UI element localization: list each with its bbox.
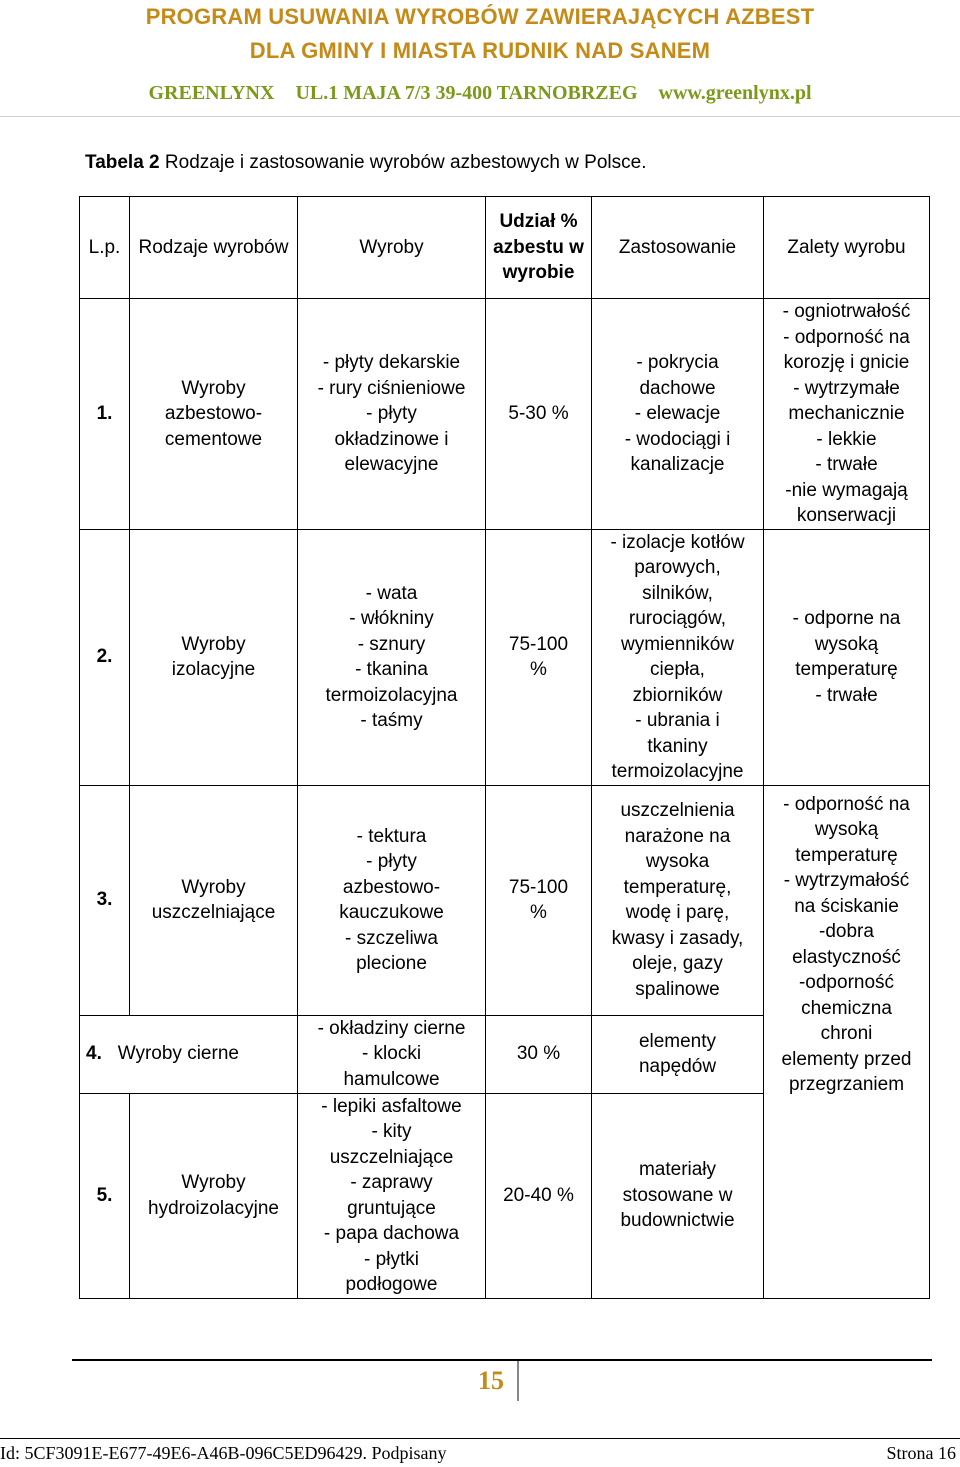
row-udzial: 30 % xyxy=(486,1015,592,1093)
company-name: GREENLYNX xyxy=(148,82,275,104)
row-rodzaj: Wyroby izolacyjne xyxy=(130,529,298,785)
row-udzial: 20-40 % xyxy=(486,1093,592,1298)
page-number-bar xyxy=(517,1361,519,1401)
table-row xyxy=(80,299,930,530)
header-wyroby: Wyroby xyxy=(298,197,486,299)
row-zastosowanie: materiały stosowane w budownictwie xyxy=(592,1093,764,1298)
table-row xyxy=(80,529,930,785)
row-zastosowanie: elementy napędów xyxy=(592,1015,764,1093)
row-zalety: - odporne na wysoką temperaturę - trwałe xyxy=(764,529,930,785)
company-line xyxy=(0,82,960,105)
table-header-row xyxy=(80,197,930,299)
table-caption xyxy=(85,152,646,174)
footer-divider xyxy=(72,1359,932,1361)
row-udzial: 75-100 % xyxy=(486,785,592,1015)
row-number: 4. xyxy=(86,1043,102,1065)
row-udzial: 5-30 % xyxy=(486,299,592,530)
page-label: Strona 16 xyxy=(886,1443,956,1463)
row-wyroby: - okładziny cierne - klocki hamulcowe xyxy=(298,1015,486,1093)
header-lp: L.p. xyxy=(80,197,130,299)
header-zalety: Zalety wyrobu xyxy=(764,197,930,299)
row-rodzaj: Wyroby azbestowo- cementowe xyxy=(130,299,298,530)
row-number: 1. xyxy=(80,299,130,530)
signature-divider xyxy=(0,1438,960,1439)
row-udzial: 75-100 % xyxy=(486,529,592,785)
table-caption-text: Rodzaje i zastosowanie wyrobów azbestowych w Polsce. xyxy=(159,152,647,173)
document-id: Id: 5CF3091E-E677-49E6-A46B-096C5ED96429. Podpisany xyxy=(0,1443,447,1463)
row-wyroby: - płyty dekarskie - rury ciśnieniowe - płyty okładzinowe i elewacyjne xyxy=(298,299,486,530)
row-zastosowanie: - izolacje kotłów parowych, silników, rurociągów, wymienników ciepła, zbiorników - ubrania i tkaniny termoizolacyjne xyxy=(592,529,764,785)
company-website[interactable]: www.greenlynx.pl xyxy=(658,82,812,104)
table-caption-label: Tabela 2 xyxy=(85,152,160,173)
row-merged-lp-rodzaj xyxy=(80,1015,298,1093)
row-rodzaj: Wyroby cierne xyxy=(117,1043,239,1065)
header-udzial: Udział % azbestu w wyrobie xyxy=(486,197,592,299)
row-zastosowanie: uszczelnienia narażone na wysoka temperaturę, wodę i parę, kwasy i zasady, oleje, gazy spalinowe xyxy=(592,785,764,1015)
table-row xyxy=(80,785,930,1015)
row-wyroby: - lepiki asfaltowe - kity uszczelniające - zaprawy gruntujące - papa dachowa - płytki podłogowe xyxy=(298,1093,486,1298)
row-rodzaj: Wyroby uszczelniające xyxy=(130,785,298,1015)
asbestos-products-table xyxy=(79,196,930,1299)
header-zastosowanie: Zastosowanie xyxy=(592,197,764,299)
row-number: 2. xyxy=(80,529,130,785)
row-wyroby: - wata - włókniny - sznury - tkanina termoizolacyjna - taśmy xyxy=(298,529,486,785)
row-number: 5. xyxy=(80,1093,130,1298)
row-number: 3. xyxy=(80,785,130,1015)
header-divider xyxy=(0,116,960,117)
row-wyroby: - tektura - płyty azbestowo- kauczukowe - szczeliwa plecione xyxy=(298,785,486,1015)
row-zalety: - odporność na wysoką temperaturę - wytrzymałość na ściskanie -dobra elastyczność -odporność chemiczna chroni elementy przed przegrzaniem xyxy=(764,785,930,1298)
row-rodzaj: Wyroby hydroizolacyjne xyxy=(130,1093,298,1298)
header-rodzaje: Rodzaje wyrobów xyxy=(130,197,298,299)
row-zalety: - ogniotrwałość - odporność na korozję i gnicie - wytrzymałe mechanicznie - lekkie - trwałe -nie wymagają konserwacji xyxy=(764,299,930,530)
row-zastosowanie: - pokrycia dachowe - elewacje - wodociągi i kanalizacje xyxy=(592,299,764,530)
program-subtitle: DLA GMINY I MIASTA RUDNIK NAD SANEM xyxy=(249,38,711,63)
company-address: UL.1 MAJA 7/3 39-400 TARNOBRZEG xyxy=(295,82,638,104)
page-number: 15 xyxy=(478,1366,504,1395)
program-title: PROGRAM USUWANIA WYROBÓW ZAWIERAJĄCYCH AZBEST xyxy=(145,4,815,29)
